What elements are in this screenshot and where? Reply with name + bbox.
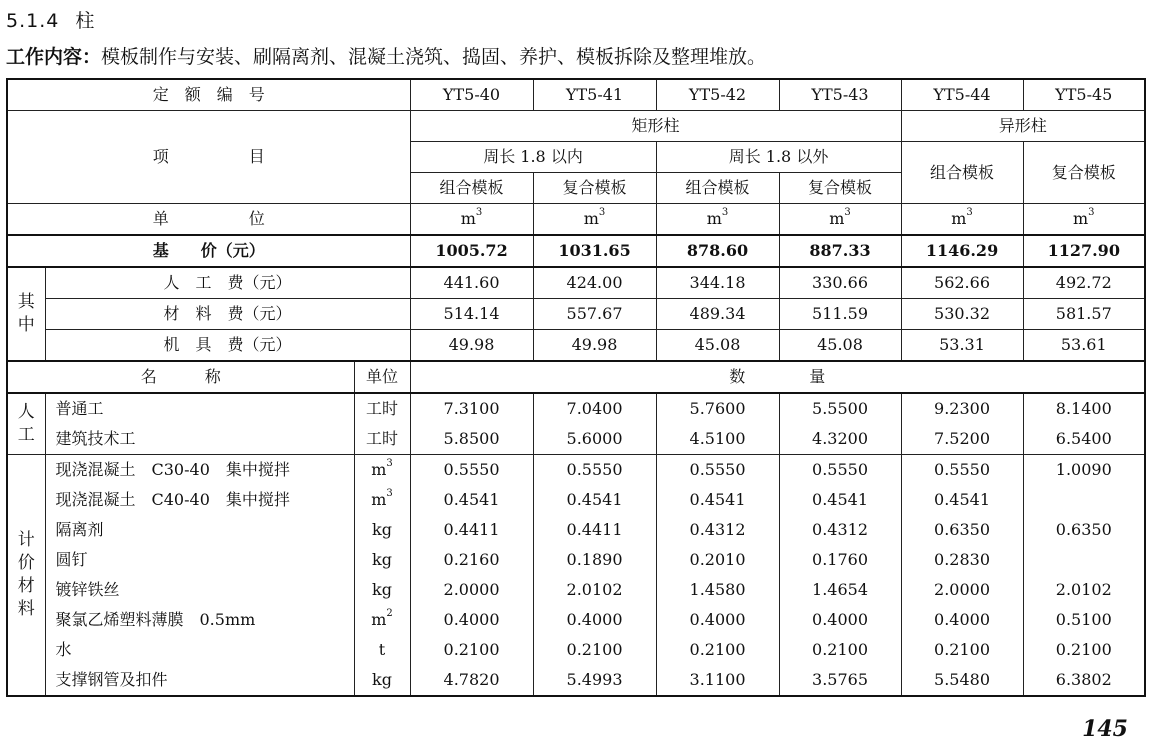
value-cell: 1.4654 [779, 575, 901, 605]
code-cell: YT5-41 [533, 79, 656, 111]
value-cell: 9.2300 [901, 393, 1023, 424]
code-cell: YT5-45 [1023, 79, 1145, 111]
value-cell: 0.4312 [656, 515, 779, 545]
code-cell: YT5-43 [779, 79, 901, 111]
value-cell: 5.6000 [533, 424, 656, 455]
item-unit: kg [354, 665, 410, 696]
code-cell: YT5-42 [656, 79, 779, 111]
detail-row [7, 575, 1145, 605]
value-cell: 6.5400 [1023, 424, 1145, 455]
item-label: 项 目 [7, 111, 410, 204]
type-cell: 组合模板 [901, 142, 1023, 204]
code-cell: YT5-40 [410, 79, 533, 111]
value-cell: 0.2100 [779, 635, 901, 665]
value-cell: 0.2100 [901, 635, 1023, 665]
value-cell: 0.5550 [901, 455, 1023, 486]
value-cell: 441.60 [410, 267, 533, 299]
section-number: 5.1.4 [6, 10, 60, 32]
item-name: 现浇混凝土 C40-40 集中搅拌 [45, 485, 354, 515]
item-unit: kg [354, 575, 410, 605]
perimeter-beyond: 周长 1.8 以外 [656, 142, 901, 173]
value-cell: 0.4000 [410, 605, 533, 635]
work-content [6, 42, 766, 69]
base-price-value: 887.33 [779, 235, 901, 267]
detail-row [7, 605, 1145, 635]
unit-cell: $m^3$ [779, 204, 901, 236]
value-cell: 2.0102 [533, 575, 656, 605]
value-cell: 0.4541 [410, 485, 533, 515]
item-unit: 工时 [354, 424, 410, 455]
value-cell: 2.0000 [901, 575, 1023, 605]
value-cell: 7.5200 [901, 424, 1023, 455]
type-cell: 复合模板 [1023, 142, 1145, 204]
value-cell: 0.4411 [410, 515, 533, 545]
value-cell: 0.2010 [656, 545, 779, 575]
item-name: 现浇混凝土 C30-40 集中搅拌 [45, 455, 354, 486]
item-unit: $m^3$ [354, 485, 410, 515]
perimeter-within: 周长 1.8 以内 [410, 142, 656, 173]
value-cell: 2.0102 [1023, 575, 1145, 605]
item-unit: kg [354, 515, 410, 545]
value-cell [1023, 545, 1145, 575]
value-cell: 49.98 [410, 330, 533, 362]
item-unit: 工时 [354, 393, 410, 424]
page-number: 145 [1082, 716, 1128, 742]
value-cell: 511.59 [779, 299, 901, 330]
type-cell: 组合模板 [410, 173, 533, 204]
detail-row [7, 665, 1145, 696]
item-name: 聚氯乙烯塑料薄膜 0.5mm [45, 605, 354, 635]
value-cell: 0.5100 [1023, 605, 1145, 635]
base-price-value: 1005.72 [410, 235, 533, 267]
value-cell: 2.0000 [410, 575, 533, 605]
group-irregular: 异形柱 [901, 111, 1145, 142]
value-cell: 514.14 [410, 299, 533, 330]
base-price-value: 1146.29 [901, 235, 1023, 267]
value-cell: 0.4000 [533, 605, 656, 635]
detail-unit-header: 单位 [354, 361, 410, 393]
value-cell: 0.4000 [901, 605, 1023, 635]
value-cell: 0.4000 [779, 605, 901, 635]
cost-label: 机 具 费（元） [45, 330, 410, 362]
type-cell: 复合模板 [779, 173, 901, 204]
value-cell: 330.66 [779, 267, 901, 299]
value-cell: 0.4411 [533, 515, 656, 545]
group-rect: 矩形柱 [410, 111, 901, 142]
work-content-text: 模板制作与安装、刷隔离剂、混凝土浇筑、捣固、养护、模板拆除及整理堆放。 [101, 46, 767, 68]
item-unit: $m^3$ [354, 455, 410, 486]
value-cell: 3.5765 [779, 665, 901, 696]
value-cell: 0.2830 [901, 545, 1023, 575]
value-cell: 557.67 [533, 299, 656, 330]
cost-label: 人 工 费（元） [45, 267, 410, 299]
value-cell: 7.3100 [410, 393, 533, 424]
value-cell: 489.34 [656, 299, 779, 330]
quota-code-label: 定 额 编 号 [7, 79, 410, 111]
value-cell [1023, 485, 1145, 515]
value-cell: 4.3200 [779, 424, 901, 455]
value-cell: 1.0090 [1023, 455, 1145, 486]
unit-cell: $m^3$ [533, 204, 656, 236]
type-cell: 复合模板 [533, 173, 656, 204]
value-cell: 0.2100 [533, 635, 656, 665]
item-name: 建筑技术工 [45, 424, 354, 455]
detail-row [7, 545, 1145, 575]
value-cell: 45.08 [779, 330, 901, 362]
value-cell: 0.5550 [779, 455, 901, 486]
value-cell: 0.1890 [533, 545, 656, 575]
base-price-value: 878.60 [656, 235, 779, 267]
detail-qty-header: 数 量 [410, 361, 1145, 393]
base-price-value: 1127.90 [1023, 235, 1145, 267]
detail-row [7, 424, 1145, 455]
detail-row [7, 455, 1145, 486]
detail-header-row [7, 361, 1145, 393]
work-content-label: 工作内容： [6, 46, 102, 68]
materials-group-label: 计 价 材 料 [7, 455, 45, 697]
group-row [7, 111, 1145, 142]
unit-row [7, 204, 1145, 236]
unit-cell: $m^3$ [901, 204, 1023, 236]
value-cell: 5.8500 [410, 424, 533, 455]
value-cell: 0.5550 [656, 455, 779, 486]
item-name: 隔离剂 [45, 515, 354, 545]
value-cell: 8.1400 [1023, 393, 1145, 424]
detail-row [7, 635, 1145, 665]
value-cell: 424.00 [533, 267, 656, 299]
value-cell: 1.4580 [656, 575, 779, 605]
detail-row [7, 485, 1145, 515]
section-heading [6, 6, 95, 33]
quota-code-row [7, 79, 1145, 111]
value-cell: 0.1760 [779, 545, 901, 575]
value-cell: 4.7820 [410, 665, 533, 696]
value-cell: 0.4541 [901, 485, 1023, 515]
unit-cell: $m^3$ [1023, 204, 1145, 236]
value-cell: 492.72 [1023, 267, 1145, 299]
item-unit: t [354, 635, 410, 665]
value-cell: 53.31 [901, 330, 1023, 362]
cost-row [7, 330, 1145, 362]
value-cell: 4.5100 [656, 424, 779, 455]
detail-row [7, 515, 1145, 545]
value-cell: 5.7600 [656, 393, 779, 424]
value-cell: 0.5550 [533, 455, 656, 486]
value-cell: 0.2160 [410, 545, 533, 575]
value-cell: 0.2100 [410, 635, 533, 665]
value-cell: 581.57 [1023, 299, 1145, 330]
detail-row [7, 393, 1145, 424]
base-price-label: 基 价（元） [7, 235, 410, 267]
unit-cell: $m^3$ [410, 204, 533, 236]
value-cell: 344.18 [656, 267, 779, 299]
value-cell: 45.08 [656, 330, 779, 362]
value-cell: 0.4000 [656, 605, 779, 635]
item-name: 支撑钢管及扣件 [45, 665, 354, 696]
value-cell: 5.5480 [901, 665, 1023, 696]
type-cell: 组合模板 [656, 173, 779, 204]
quota-table [6, 78, 1146, 697]
value-cell: 530.32 [901, 299, 1023, 330]
item-name: 水 [45, 635, 354, 665]
value-cell: 0.4312 [779, 515, 901, 545]
labor-group-label: 人 工 [7, 393, 45, 455]
value-cell: 5.4993 [533, 665, 656, 696]
item-name: 普通工 [45, 393, 354, 424]
unit-cell: $m^3$ [656, 204, 779, 236]
value-cell: 0.2100 [656, 635, 779, 665]
value-cell: 0.4541 [533, 485, 656, 515]
value-cell: 0.2100 [1023, 635, 1145, 665]
item-unit: kg [354, 545, 410, 575]
section-title: 柱 [75, 10, 96, 32]
value-cell: 0.4541 [779, 485, 901, 515]
item-name: 圆钉 [45, 545, 354, 575]
cost-row [7, 267, 1145, 299]
code-cell: YT5-44 [901, 79, 1023, 111]
value-cell: 3.1100 [656, 665, 779, 696]
value-cell: 53.61 [1023, 330, 1145, 362]
item-name: 镀锌铁丝 [45, 575, 354, 605]
detail-name-header: 名 称 [7, 361, 354, 393]
value-cell: 6.3802 [1023, 665, 1145, 696]
item-unit: $m^2$ [354, 605, 410, 635]
value-cell: 0.6350 [901, 515, 1023, 545]
value-cell: 562.66 [901, 267, 1023, 299]
value-cell: 0.6350 [1023, 515, 1145, 545]
value-cell: 5.5500 [779, 393, 901, 424]
value-cell: 0.4541 [656, 485, 779, 515]
value-cell: 0.5550 [410, 455, 533, 486]
base-price-row [7, 235, 1145, 267]
value-cell: 49.98 [533, 330, 656, 362]
of-which-label: 其 中 [7, 267, 45, 361]
cost-row [7, 299, 1145, 330]
value-cell: 7.0400 [533, 393, 656, 424]
base-price-value: 1031.65 [533, 235, 656, 267]
unit-label: 单 位 [7, 204, 410, 236]
cost-label: 材 料 费（元） [45, 299, 410, 330]
